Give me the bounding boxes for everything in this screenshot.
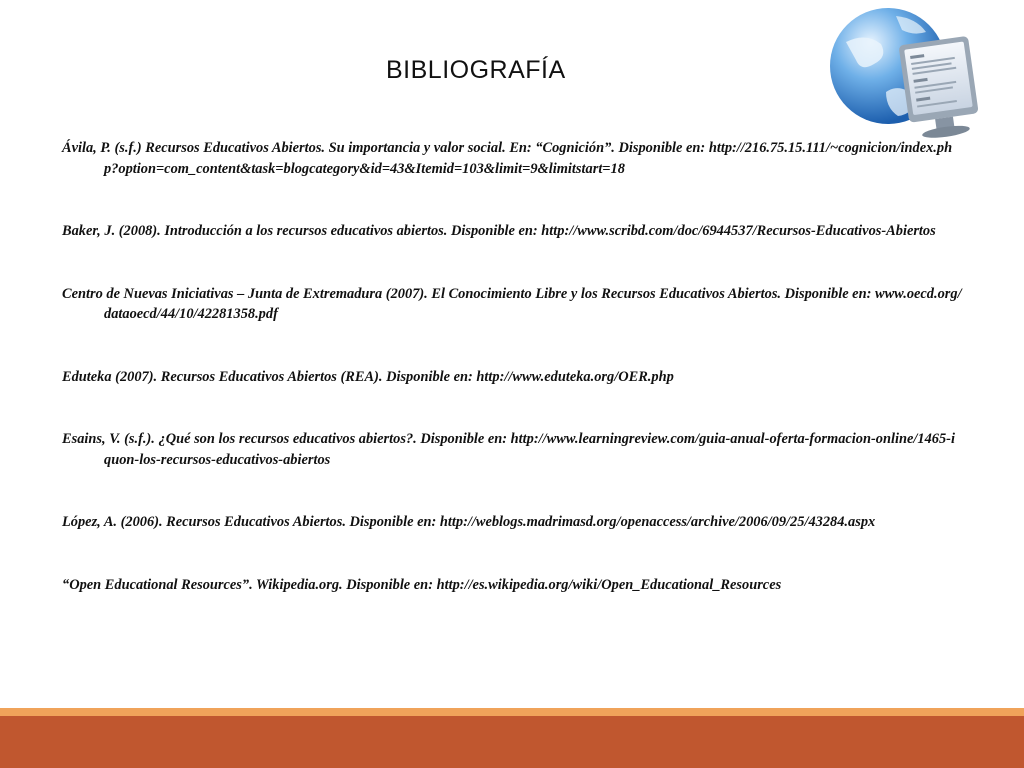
reference-item: Centro de Nuevas Iniciativas – Junta de Extremadura (2007). El Conocimiento Libre y los Recursos Educativos Abiertos. Disponible en: www.oecd.org/dataoecd/44/10/42281358.pdf — [62, 285, 962, 322]
reference-item: Esains, V. (s.f.). ¿Qué son los recursos educativos abiertos?. Disponible en: http://www.learningreview.com/guia-anual-oferta-formacion-online/1465-iquon-los-recursos-educativos-abiertos — [62, 431, 955, 468]
reference-item: Ávila, P. (s.f.) Recursos Educativos Abiertos. Su importancia y valor social. En: “Cognición”. Disponible en: http://216.75.15.111/~cognicion/index.php?option=com_content&task=blogcategory&id=43&Itemid=103&limit=9&limitstart=18 — [62, 140, 953, 177]
bibliography-list — [62, 138, 962, 637]
reference-item: López, A. (2006). Recursos Educativos Abiertos. Disponible en: http://weblogs.madrimasd.org/openaccess/archive/2006/09/25/43284.aspx — [62, 514, 876, 530]
footer-accent-line — [0, 708, 1024, 716]
reference-item: “Open Educational Resources”. Wikipedia.org. Disponible en: http://es.wikipedia.org/wiki/Open_Educational_Resources — [62, 576, 782, 593]
reference-item: Baker, J. (2008). Introducción a los recursos educativos abiertos. Disponible en: http://www.scribd.com/doc/6944537/Recursos-Educativos-Abiertos — [62, 223, 936, 239]
globe-computer-icon — [826, 2, 984, 142]
page-title: BIBLIOGRAFÍA — [386, 56, 566, 84]
footer-bar — [0, 716, 1024, 768]
reference-item: Eduteka (2007). Recursos Educativos Abiertos (REA). Disponible en: http://www.eduteka.org/OER.php — [62, 368, 674, 385]
